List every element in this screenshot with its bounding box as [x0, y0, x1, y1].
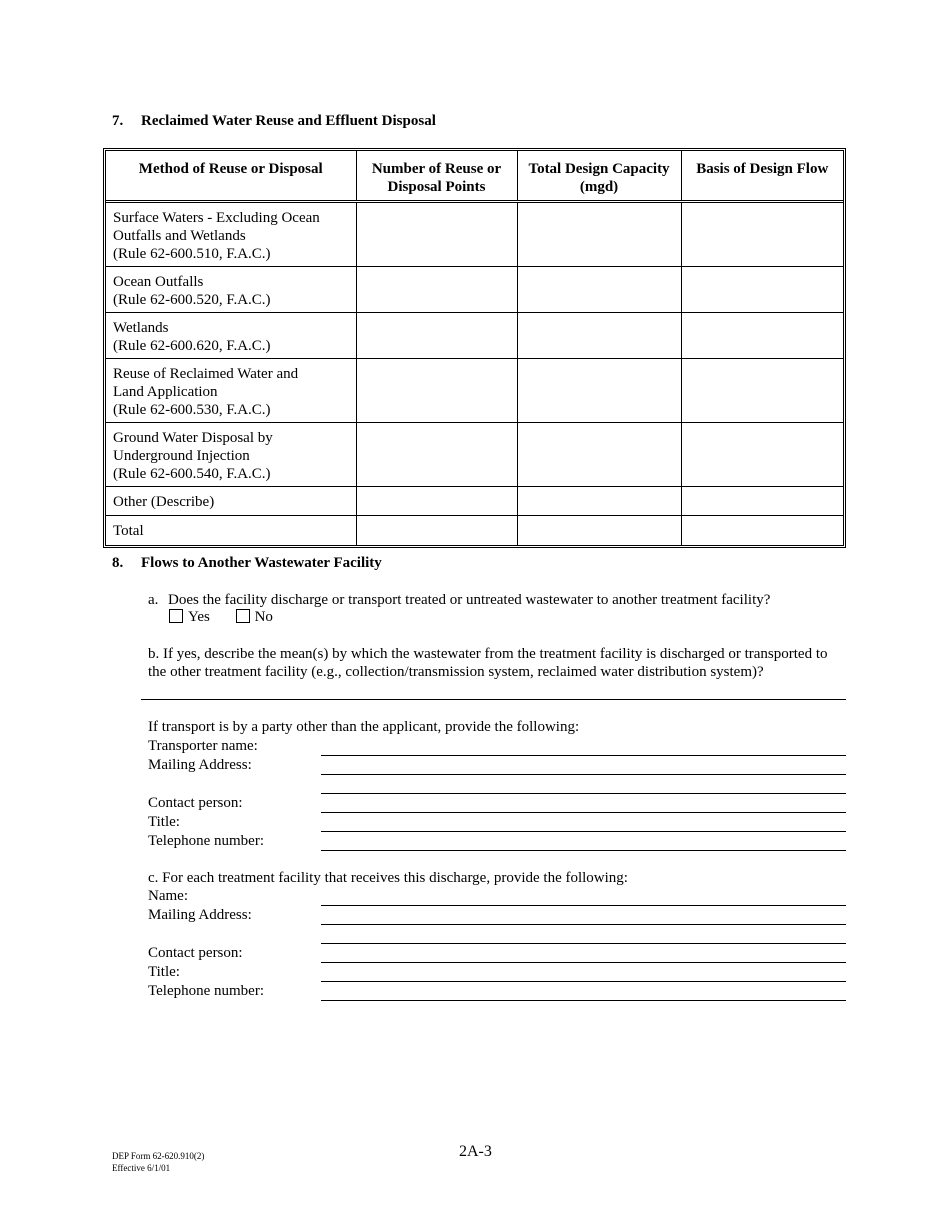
section-8-number: 8. [112, 555, 124, 571]
transporter-address-label: Mailing Address: [148, 757, 252, 773]
question-a-prefix: a. [148, 592, 159, 608]
table-header-row [106, 151, 843, 202]
capacity-cell[interactable] [517, 487, 681, 516]
points-cell[interactable] [356, 267, 517, 313]
basis-cell[interactable] [681, 202, 843, 267]
transporter-contact-line[interactable] [321, 812, 846, 813]
points-cell[interactable] [356, 313, 517, 359]
transporter-address-line-2[interactable] [321, 793, 846, 794]
yes-checkbox[interactable] [169, 609, 183, 623]
yes-option[interactable] [169, 609, 210, 626]
method-cell: Other (Describe) [106, 487, 356, 516]
effective-date: Effective 6/1/01 [112, 1163, 171, 1173]
transport-intro: If transport is by a party other than the applicant, provide the following: [148, 719, 580, 735]
capacity-cell[interactable] [517, 267, 681, 313]
facility-contact-line[interactable] [321, 962, 846, 963]
facility-title-line[interactable] [321, 981, 846, 982]
transporter-address-line-1[interactable] [321, 774, 846, 775]
transporter-contact-label: Contact person: [148, 795, 243, 811]
method-cell: Surface Waters - Excluding Ocean Outfalls and Wetlands (Rule 62-600.510, F.A.C.) [106, 202, 356, 267]
table-row [106, 516, 843, 545]
basis-cell[interactable] [681, 267, 843, 313]
facility-title-label: Title: [148, 964, 180, 980]
facility-address-line-1[interactable] [321, 924, 846, 925]
form-id: DEP Form 62-620.910(2) [112, 1151, 205, 1161]
section-7-heading [112, 113, 436, 130]
header-method: Method of Reuse or Disposal [106, 151, 356, 202]
facility-contact-label: Contact person: [148, 945, 243, 961]
facility-address-line-2[interactable] [321, 943, 846, 944]
method-cell: Ground Water Disposal by Underground Injection (Rule 62-600.540, F.A.C.) [106, 423, 356, 487]
facility-name-line[interactable] [321, 905, 846, 906]
capacity-cell[interactable] [517, 202, 681, 267]
transporter-phone-label: Telephone number: [148, 833, 264, 849]
table-row [106, 202, 843, 267]
no-label: No [254, 609, 273, 625]
no-option[interactable] [236, 609, 273, 626]
table-row [106, 313, 843, 359]
points-cell[interactable] [356, 516, 517, 545]
question-c: c. For each treatment facility that receives this discharge, provide the following: [148, 870, 628, 886]
basis-cell[interactable] [681, 359, 843, 423]
method-cell: Ocean Outfalls (Rule 62-600.520, F.A.C.) [106, 267, 356, 313]
transporter-phone-line[interactable] [321, 850, 846, 851]
facility-phone-label: Telephone number: [148, 983, 264, 999]
basis-cell[interactable] [681, 313, 843, 359]
basis-cell[interactable] [681, 487, 843, 516]
method-cell: Wetlands (Rule 62-600.620, F.A.C.) [106, 313, 356, 359]
yes-label: Yes [188, 609, 210, 625]
capacity-cell[interactable] [517, 516, 681, 545]
capacity-cell[interactable] [517, 313, 681, 359]
points-cell[interactable] [356, 202, 517, 267]
capacity-cell[interactable] [517, 423, 681, 487]
points-cell[interactable] [356, 423, 517, 487]
question-a-text: Does the facility discharge or transport treated or untreated wastewater to another treatment facility? [168, 592, 771, 608]
header-points: Number of Reuse or Disposal Points [356, 151, 517, 202]
question-b-answer-line[interactable] [141, 699, 846, 700]
question-a [148, 591, 848, 609]
capacity-cell[interactable] [517, 359, 681, 423]
method-cell: Total [106, 516, 356, 545]
section-8-heading [112, 555, 382, 572]
basis-cell[interactable] [681, 423, 843, 487]
transporter-title-label: Title: [148, 814, 180, 830]
method-cell: Reuse of Reclaimed Water and Land Application (Rule 62-600.530, F.A.C.) [106, 359, 356, 423]
section-8-title: Flows to Another Wastewater Facility [141, 555, 382, 571]
transporter-name-line[interactable] [321, 755, 846, 756]
table-row [106, 423, 843, 487]
facility-name-label: Name: [148, 888, 188, 904]
facility-address-label: Mailing Address: [148, 907, 252, 923]
table-row [106, 267, 843, 313]
table-row [106, 359, 843, 423]
transporter-title-line[interactable] [321, 831, 846, 832]
section-7-number: 7. [112, 113, 124, 129]
reuse-disposal-table [103, 148, 846, 548]
basis-cell[interactable] [681, 516, 843, 545]
table-row [106, 487, 843, 516]
header-capacity: Total Design Capacity (mgd) [517, 151, 681, 202]
page-number: 2A-3 [459, 1143, 492, 1160]
facility-phone-line[interactable] [321, 1000, 846, 1001]
no-checkbox[interactable] [236, 609, 250, 623]
points-cell[interactable] [356, 359, 517, 423]
section-7-title: Reclaimed Water Reuse and Effluent Disposal [141, 113, 436, 129]
points-cell[interactable] [356, 487, 517, 516]
transporter-name-label: Transporter name: [148, 738, 258, 754]
header-basis: Basis of Design Flow [681, 151, 843, 202]
yes-no-options [169, 609, 295, 626]
question-b: b. If yes, describe the mean(s) by which the wastewater from the treatment facility is discharged or transported to the other treatment facility (e.g., collection/transmission system, reclaimed water distribution system)? [148, 646, 828, 680]
